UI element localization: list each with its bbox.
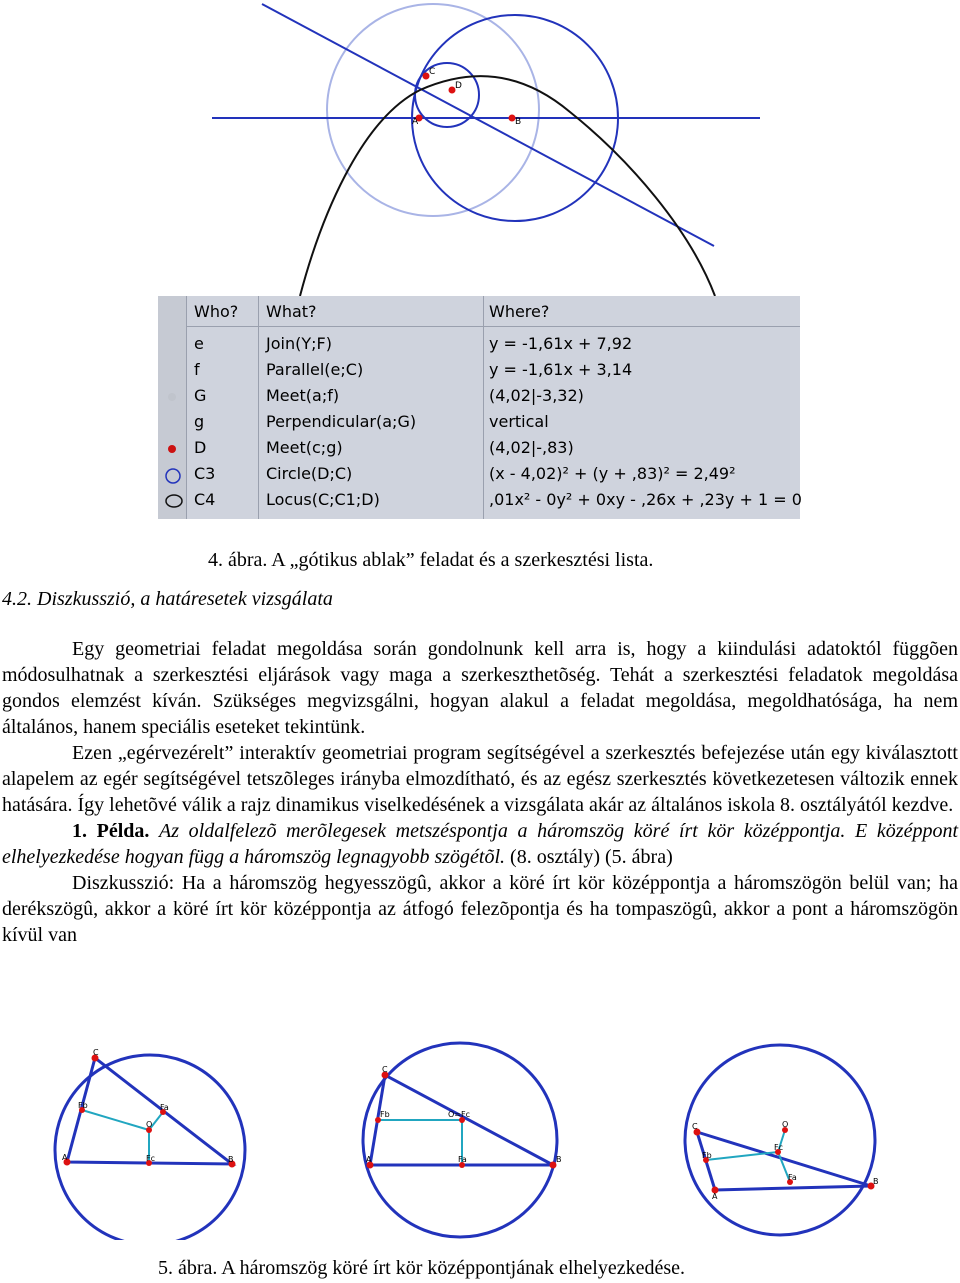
example-label: 1. Példa. [72,820,150,842]
example-paragraph [2,818,958,870]
figure4-caption: 4. ábra. A „gótikus ablak” feladat és a szerkesztési lista. [208,549,654,571]
gothic-window-figure [0,0,960,300]
svg-text:C: C [382,1065,388,1074]
circumcircle-figure [0,1040,960,1240]
svg-text:O: O [146,1120,153,1129]
circle-marker-icon[interactable] [164,467,180,483]
row-where[interactable]: (4,02|-,83) [489,438,574,457]
discussion-paragraph: Diszkusszió: Ha a háromszög hegyesszögû, akkor a köré írt kör középpontja a háromszögön belül van; ha derékszögû, akkor a köré írt kör középpontja az átfogó felezõpontja és ha tompaszögû, akkor a pont a háromszögön kívül van [2,872,958,946]
header-who[interactable]: Who? [194,302,239,321]
row-who[interactable]: C3 [194,464,216,483]
row-what[interactable]: Perpendicular(a;G) [266,412,417,431]
svg-text:Fb: Fb [702,1151,712,1160]
row-who[interactable]: D [194,438,207,457]
row-where[interactable]: (x - 4,02)² + (y + ,83)² = 2,49² [489,464,736,483]
example-suffix: (8. osztály) (5. ábra) [510,846,673,868]
row-what[interactable]: Locus(C;C1;D) [266,490,380,509]
row-who[interactable]: C4 [194,490,216,509]
svg-text:O: O [782,1120,789,1129]
svg-text:B: B [873,1177,879,1186]
row-what[interactable]: Meet(a;f) [266,386,340,405]
acute-triangle-diagram [55,1048,245,1240]
svg-text:Fa: Fa [458,1155,467,1164]
row-where[interactable]: vertical [489,412,549,431]
marker-slot [164,337,180,353]
header-what[interactable]: What? [266,302,317,321]
row-where[interactable]: y = -1,61x + 7,92 [489,334,633,353]
example-text: Az oldalfelezõ merõlegesek metszéspontja a háromszög köré írt kör középpontja. E középpont elhelyezkedése hogyan függ a háromszög legnagyobb szögétõl. [2,820,958,868]
section-title: 4.2. Diszkusszió, a határesetek vizsgálata [2,588,333,610]
svg-text:Fb: Fb [380,1110,390,1119]
label-b: B [515,117,522,127]
obtuse-triangle-diagram [685,1045,879,1235]
svg-text:Fa: Fa [160,1103,169,1112]
svg-text:C: C [692,1122,698,1131]
right-triangle-diagram [363,1043,562,1237]
svg-text:O=Fc: O=Fc [448,1110,470,1119]
svg-text:Fc: Fc [774,1143,783,1152]
svg-text:B: B [228,1155,234,1164]
construction-list-window [158,296,800,519]
row-who[interactable]: g [194,412,205,431]
svg-text:Fc: Fc [146,1154,155,1163]
svg-text:A: A [712,1192,718,1201]
label-c: C [429,67,436,77]
row-who[interactable]: G [194,386,207,405]
row-what[interactable]: Meet(c;g) [266,438,343,457]
row-what[interactable]: Circle(D;C) [266,464,353,483]
row-who[interactable]: e [194,334,204,353]
row-what[interactable]: Join(Y;F) [266,334,332,353]
label-d: D [455,81,462,91]
header-where[interactable]: Where? [489,302,550,321]
row-where[interactable]: y = -1,61x + 3,14 [489,360,633,379]
svg-text:C: C [93,1048,99,1057]
row-where[interactable]: ,01x² - 0y² + 0xy - ,26x + ,23y + 1 = 0 [489,490,802,509]
light-circle [327,4,539,216]
label-a: A [412,117,419,127]
row-who[interactable]: f [194,360,200,379]
paragraph-2: Ezen „egérvezérelt” interaktív geometriai program segítségével a szerkesztés befejezése után egy kiválasztott alapelem az egér segítségével tetszõleges irányba elmozdítható, és az egész szerkesztés következetesen változik ennek hatására. Így lehetõvé válik a rajz dinamikus viselkedésének a vizsgálata akár az általános iskola 8. osztályától kezdve. [2,742,958,816]
figure5-caption: 5. ábra. A háromszög köré írt kör középpontjának elhelyezkedése. [158,1257,686,1279]
marker-slot [164,363,180,379]
point-marker-icon[interactable] [164,441,180,457]
svg-text:A: A [62,1153,68,1162]
point-marker-icon[interactable] [164,389,180,405]
svg-text:B: B [556,1155,562,1164]
marker-slot [164,415,180,431]
body-text [2,636,958,948]
ellipse-marker-icon[interactable] [164,493,180,509]
svg-text:Fa: Fa [788,1173,797,1182]
svg-text:Fb: Fb [78,1101,88,1110]
row-where[interactable]: (4,02|-3,32) [489,386,584,405]
row-what[interactable]: Parallel(e;C) [266,360,364,379]
paragraph-1: Egy geometriai feladat megoldása során gondolnunk kell arra is, hogy a kiindulási adatoktól függõen módosulhatnak a szerkesztési eljárások vagy maga a szerkeszthetõség. Tehát a szerkesztési feladatok megoldása gondos elemzést kíván. Szükséges megvizsgálni, hogyan alakul a feladat megoldása, megoldhatósága, ha nem általános, hanem speciális eseteket tekintünk. [2,638,958,738]
marker-column [158,296,186,519]
svg-text:A: A [366,1155,372,1164]
